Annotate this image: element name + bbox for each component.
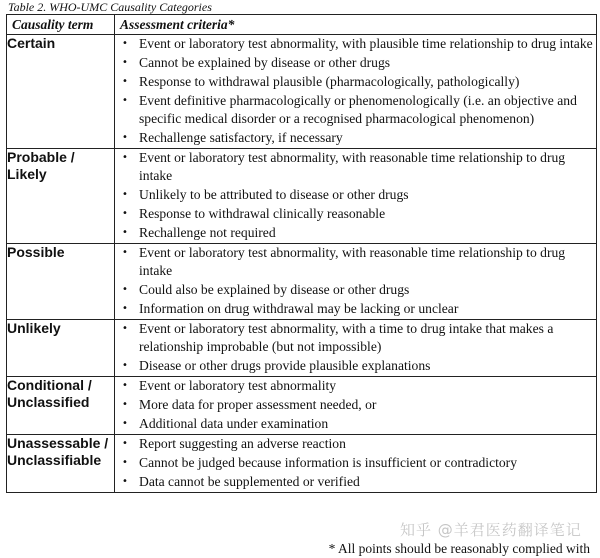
assessment-criteria-cell: [115, 320, 597, 377]
criteria-list-item: [115, 320, 596, 356]
criteria-text: Event definitive pharmacologically or phenomenologically (i.e. an objective and specific medical disorder or a recognised pharmacological phenomenon): [139, 93, 577, 126]
criteria-text: Response to withdrawal clinically reasonable: [139, 206, 386, 221]
criteria-list: [115, 149, 596, 242]
criteria-text: Event or laboratory test abnormality: [139, 378, 337, 393]
criteria-text: Cannot be explained by disease or other drugs: [139, 55, 391, 70]
bullet-icon: •: [122, 132, 128, 143]
bullet-icon: •: [122, 360, 128, 371]
bullet-icon: •: [122, 189, 128, 200]
criteria-list-item: [115, 454, 596, 472]
bullet-icon: •: [122, 380, 128, 391]
causality-term-cell: Unassessable / Unclassifiable: [7, 435, 115, 493]
bullet-icon: •: [122, 303, 128, 314]
criteria-list-item: [115, 281, 596, 299]
criteria-list-item: [115, 224, 596, 242]
criteria-list-item: [115, 473, 596, 491]
criteria-list-item: [115, 35, 596, 53]
bullet-icon: •: [122, 247, 128, 258]
column-header-causality-term: Causality term: [7, 15, 115, 35]
criteria-text: Disease or other drugs provide plausible explanations: [139, 358, 431, 373]
table-row: [7, 149, 597, 244]
criteria-text: Unlikely to be attributed to disease or other drugs: [139, 187, 409, 202]
assessment-criteria-cell: [115, 149, 597, 244]
criteria-text: Response to withdrawal plausible (pharmacologically, pathologically): [139, 74, 520, 89]
bullet-icon: •: [122, 95, 128, 106]
criteria-text: Rechallenge not required: [139, 225, 276, 240]
criteria-text: Rechallenge satisfactory, if necessary: [139, 130, 343, 145]
criteria-list-item: [115, 435, 596, 453]
criteria-list-item: [115, 244, 596, 280]
bullet-icon: •: [122, 227, 128, 238]
criteria-list-item: [115, 92, 596, 128]
criteria-list-item: [115, 300, 596, 318]
causality-term-cell: Certain: [7, 35, 115, 149]
assessment-criteria-cell: [115, 244, 597, 320]
criteria-text: Cannot be judged because information is insufficient or contradictory: [139, 455, 518, 470]
criteria-text: Event or laboratory test abnormality, with plausible time relationship to drug intake: [139, 36, 593, 51]
causality-term-cell: Conditional / Unclassified: [7, 377, 115, 435]
bullet-icon: •: [122, 284, 128, 295]
bullet-icon: •: [122, 438, 128, 449]
criteria-text: Event or laboratory test abnormality, with reasonable time relationship to drug intake: [139, 150, 566, 183]
table-row: [7, 435, 597, 493]
criteria-list-item: [115, 357, 596, 375]
criteria-list-item: [115, 129, 596, 147]
causality-term-cell: Possible: [7, 244, 115, 320]
assessment-criteria-cell: [115, 435, 597, 493]
criteria-text: Data cannot be supplemented or verified: [139, 474, 360, 489]
assessment-criteria-cell: [115, 35, 597, 149]
bullet-icon: •: [122, 152, 128, 163]
criteria-list: [115, 35, 596, 147]
bullet-icon: •: [122, 76, 128, 87]
table-row: [7, 244, 597, 320]
bullet-icon: •: [122, 476, 128, 487]
criteria-list: [115, 435, 596, 491]
causality-term-cell: Probable / Likely: [7, 149, 115, 244]
table-row: [7, 35, 597, 149]
criteria-text: Additional data under examination: [139, 416, 329, 431]
table-row: [7, 320, 597, 377]
bullet-icon: •: [122, 457, 128, 468]
bullet-icon: •: [122, 418, 128, 429]
bullet-icon: •: [122, 208, 128, 219]
criteria-text: Report suggesting an adverse reaction: [139, 436, 346, 451]
column-header-assessment-criteria: Assessment criteria*: [115, 15, 597, 35]
criteria-list-item: [115, 149, 596, 185]
criteria-text: Event or laboratory test abnormality, with reasonable time relationship to drug intake: [139, 245, 566, 278]
table-header-row: [7, 15, 597, 35]
causality-table: [6, 14, 597, 493]
criteria-list-item: [115, 73, 596, 91]
criteria-list-item: [115, 205, 596, 223]
criteria-text: More data for proper assessment needed, or: [139, 397, 377, 412]
criteria-list-item: [115, 186, 596, 204]
bullet-icon: •: [122, 57, 128, 68]
criteria-list: [115, 320, 596, 375]
causality-term-cell: Unlikely: [7, 320, 115, 377]
criteria-text: Event or laboratory test abnormality, with a time to drug intake that makes a relationship improbable (but not impossible): [139, 321, 554, 354]
criteria-list: [115, 244, 596, 318]
bullet-icon: •: [122, 38, 128, 49]
criteria-list-item: [115, 415, 596, 433]
criteria-list-item: [115, 377, 596, 395]
table-caption: Table 2. WHO-UMC Causality Categories: [8, 0, 212, 14]
table-row: [7, 377, 597, 435]
criteria-list-item: [115, 54, 596, 72]
criteria-text: Information on drug withdrawal may be lacking or unclear: [139, 301, 459, 316]
criteria-text: Could also be explained by disease or other drugs: [139, 282, 410, 297]
table-body: [7, 35, 597, 493]
footnote: * All points should be reasonably complied with: [328, 541, 590, 556]
criteria-list: [115, 377, 596, 433]
assessment-criteria-cell: [115, 377, 597, 435]
bullet-icon: •: [122, 323, 128, 334]
criteria-list-item: [115, 396, 596, 414]
watermark: 知乎 @羊君医药翻译笔记: [400, 521, 582, 539]
bullet-icon: •: [122, 399, 128, 410]
